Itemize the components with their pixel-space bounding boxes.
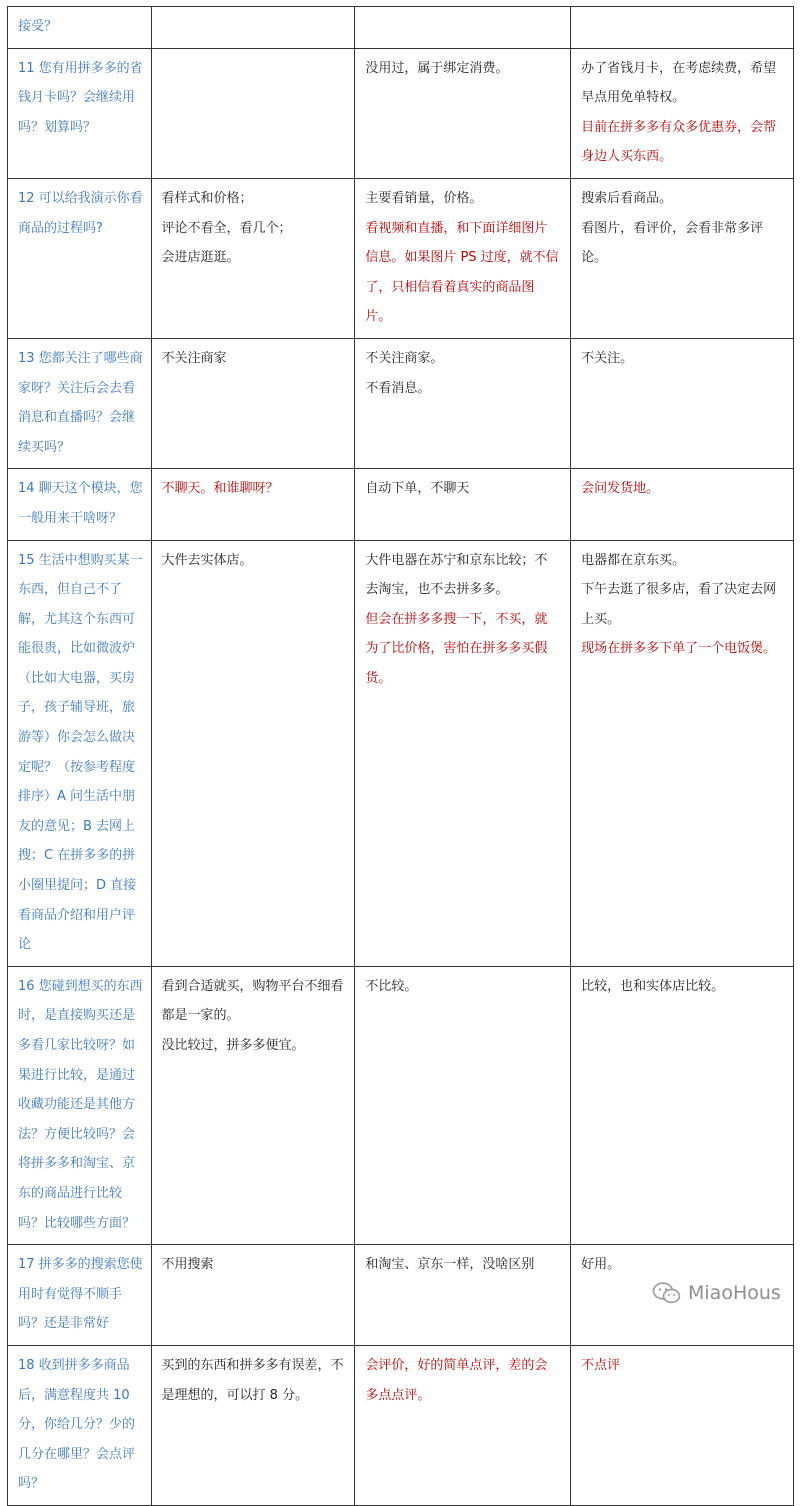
table-row (8, 178, 794, 338)
answer-text: 大件去实体店。 (161, 552, 253, 568)
table-row (8, 7, 794, 49)
answer-text: 电器都在京东买。 (581, 552, 686, 568)
question-cell: 12 可以给我演示你看商品的过程吗? (8, 178, 152, 338)
answer-text: 评论不看全，看几个； (161, 220, 292, 236)
question-cell: 15 生活中想购买某一东西，但自己不了解，尤其这个东西可能很贵，比如微波炉（比如大电器，买房子，孩子辅导班，旅游等）你会怎么做决定呢？（按参考程度排序）A 问生活中朋友的意见；B 去网上搜；C 在拼多多的拼小圈里提问；D 直接看商品介绍和用户评论 (8, 540, 152, 966)
question-cell: 13 您都关注了哪些商家呀？关注后会去看消息和直播吗？会继续买吗？ (8, 338, 152, 468)
answer-cell-1 (151, 1245, 355, 1346)
question-cell: 16 您碰到想买的东西时，是直接购买还是多看几家比较呀？如果进行比较，是通过收藏功能还是其他方法？方便比较吗？会将拼多多和淘宝、京东的商品进行比较吗？比较哪些方面？ (8, 966, 152, 1244)
answer-cell-1 (151, 1345, 355, 1505)
answer-text: 大件电器在苏宁和京东比较；不去淘宝，也不去拼多多。 (365, 552, 548, 598)
answer-text: 看图片，看评价，会看非常多评论。 (581, 220, 764, 266)
answer-text: 主要看销量，价格。 (365, 190, 483, 206)
answer-cell-1 (151, 540, 355, 966)
answer-text: 不聊天。和谁聊呀？ (161, 481, 279, 497)
table-row (8, 48, 794, 178)
answer-cell-3 (571, 966, 794, 1244)
answer-text: 办了省钱月卡，在考虑续费，希望早点用免单特权。 (581, 60, 777, 106)
answer-cell-2 (355, 540, 571, 966)
answer-cell-1 (151, 7, 355, 49)
wechat-icon (652, 1281, 682, 1305)
answer-text: 没比较过，拼多多便宜。 (161, 1038, 305, 1053)
table-row (8, 540, 794, 966)
answer-text: 看样式和价格； (161, 190, 253, 206)
answer-cell-2 (355, 1245, 571, 1346)
answer-text: 会评价，好的简单点评，差的会多点点评。 (365, 1357, 548, 1403)
answer-text: 没用过，属于绑定消费。 (365, 60, 509, 76)
answer-text: 目前在拼多多有众多优惠券，会帮身边人买东西。 (581, 119, 777, 165)
answer-cell-2 (355, 48, 571, 178)
answer-text: 不关注商家。 (365, 350, 444, 366)
question-cell: 17 拼多多的搜索您使用时有觉得不顺手吗？还是非常好 (8, 1245, 152, 1346)
answer-text: 自动下单，不聊天 (365, 481, 470, 497)
answer-cell-1 (151, 966, 355, 1244)
table-row (8, 338, 794, 468)
answer-cell-1 (151, 178, 355, 338)
answer-cell-1 (151, 338, 355, 468)
answer-text: 买到的东西和拼多多有误差，不是理想的，可以打 8 分。 (161, 1357, 344, 1403)
answer-text: 看到合适就买，购物平台不细看都是一家的。 (161, 978, 344, 1024)
answer-text: 但会在拼多多搜一下，不买，就为了比价格，害怕在拼多多买假货。 (365, 611, 548, 686)
answer-text: 比较，也和实体店比较。 (581, 978, 725, 994)
answer-cell-1 (151, 48, 355, 178)
question-cell: 接受？ (8, 7, 152, 49)
watermark (652, 1281, 781, 1305)
answer-cell-2 (355, 338, 571, 468)
answer-text: 不点评 (581, 1357, 621, 1373)
answer-cell-1 (151, 469, 355, 540)
answer-text: 不看消息。 (365, 380, 431, 396)
answer-cell-2 (355, 7, 571, 49)
table-row (8, 966, 794, 1244)
table-row (8, 469, 794, 540)
answer-cell-3 (571, 469, 794, 540)
answer-text: 下午去逛了很多店，看了决定去网上买。 (581, 582, 777, 627)
question-cell: 14 聊天这个模块，您一般用来干啥呀？ (8, 469, 152, 540)
answer-text: 不用搜索 (161, 1257, 214, 1273)
answer-text: 会问发货地。 (581, 481, 660, 497)
answer-cell-3 (571, 1345, 794, 1505)
answer-cell-2 (355, 966, 571, 1244)
answer-text: 现场在拼多多下单了一个电饭煲。 (581, 641, 777, 657)
answer-text: 和淘宝、京东一样，没啥区别 (365, 1257, 535, 1273)
answer-text: 不关注。 (581, 350, 634, 366)
answer-cell-3 (571, 48, 794, 178)
answer-cell-2 (355, 178, 571, 338)
answer-cell-2 (355, 469, 571, 540)
answer-text: 看视频和直播，和下面详细图片信息。如果图片 PS 过度，就不信了，只相信看着真实的商品图片。 (365, 220, 559, 325)
answer-cell-3 (571, 338, 794, 468)
question-cell: 11 您有用拼多多的省钱月卡吗？会继续用吗？划算吗？ (8, 48, 152, 178)
answer-text: 好用。 (581, 1257, 621, 1273)
answer-text: 不关注商家 (161, 350, 227, 366)
question-cell: 18 收到拼多多商品后，满意程度共 10 分，你给几分？少的几分在哪里？会点评吗？ (8, 1345, 152, 1505)
answer-text: 不比较。 (365, 978, 418, 994)
answer-cell-3 (571, 540, 794, 966)
answer-text: 会进店逛逛。 (161, 250, 240, 266)
answer-cell-3 (571, 178, 794, 338)
answer-cell-2 (355, 1345, 571, 1505)
table-row (8, 1345, 794, 1505)
answer-cell-3 (571, 7, 794, 49)
answer-text: 搜索后看商品。 (581, 190, 673, 206)
watermark-text: MiaoHous (688, 1282, 781, 1304)
